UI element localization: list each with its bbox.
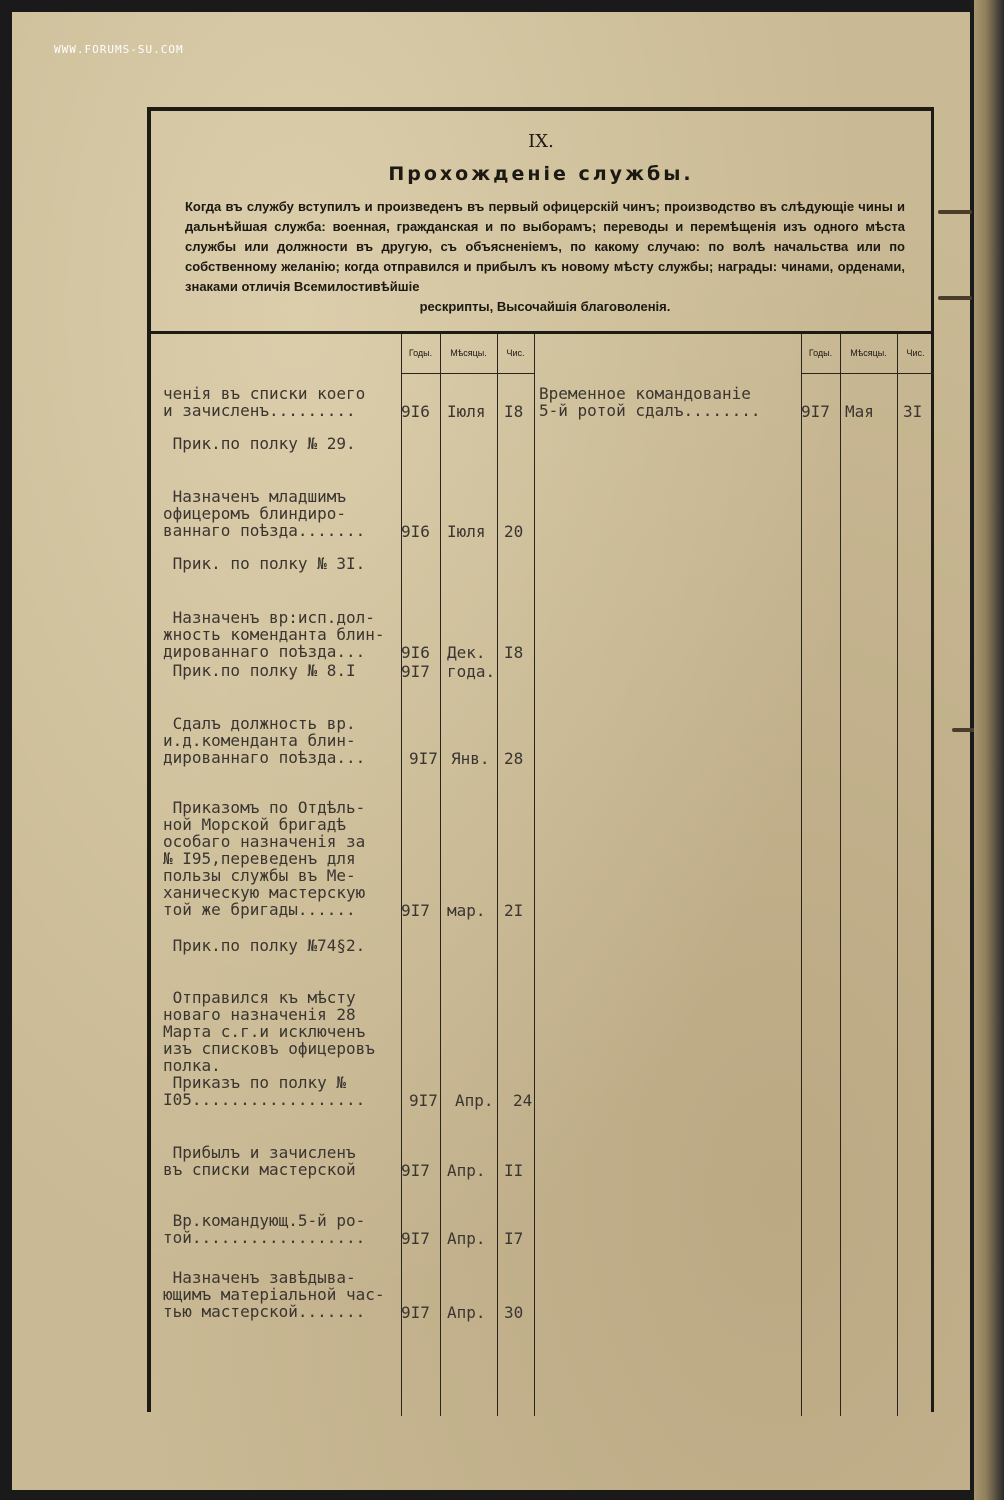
entry-month: года. — [447, 662, 496, 681]
entry-text: Прик. по полку № 3I. — [163, 554, 366, 573]
header-underline — [801, 373, 934, 374]
entry-text: Прибылъ и зачисленъ въ списки мастерской — [163, 1143, 356, 1179]
entry-text: Прик.по полку №74§2. — [163, 936, 366, 955]
entry-year: 9I7 — [401, 901, 430, 920]
entry-year: 9I7 — [401, 1303, 430, 1322]
entry-text: Приказомъ по Отдѣль- ной Морской бригадѣ особаго назначенія за № I95,переведенъ для пользы службы въ Ме- ханическую мастерскую той же бригады...... — [163, 798, 366, 919]
col-head-day: Чис. — [506, 348, 525, 358]
entry-day: I8 — [504, 643, 524, 662]
col-head-months: Мѣсяцы. — [850, 348, 887, 358]
entry-text: Назначенъ завѣдыва- ющимъ матеріальной час- тью мастерской....... — [163, 1268, 385, 1321]
binding-thread — [938, 210, 972, 214]
entry-text: Назначенъ младшимъ офицеромъ блиндиро- ваннаго поѣзда....... — [163, 487, 366, 540]
col-divider — [401, 334, 402, 1416]
col-divider — [897, 334, 898, 1416]
entry-year: 9I6 — [401, 522, 430, 541]
entry-month: Апр. — [447, 1161, 486, 1180]
entry-text: Временное командованіе 5-й ротой сдалъ........ — [539, 384, 761, 420]
entry-text: Вр.командующ.5-й ро- той.................. — [163, 1211, 366, 1247]
entry-month: Янв. — [451, 749, 490, 768]
entry-text: ченія въ списки коего и зачисленъ......... — [163, 384, 366, 420]
section-title: Прохожденіе службы. — [388, 163, 694, 185]
col-divider — [440, 334, 441, 1416]
service-record-table — [147, 107, 934, 1412]
entry-month: Іюля — [447, 402, 486, 421]
entry-text: Назначенъ вр:исп.дол- жность коменданта блин- дированнаго поѣзда... — [163, 608, 385, 661]
entry-day: 30 — [504, 1303, 524, 1322]
entry-day: 28 — [504, 749, 524, 768]
col-head-day: Чис. — [906, 348, 925, 358]
entry-year: 9I7 — [409, 749, 438, 768]
entry-day: I8 — [504, 402, 524, 421]
entry-year: 9I6 — [401, 643, 430, 662]
entry-year: 9I7 — [409, 1091, 438, 1110]
entry-text: Отправился къ мѣсту новаго назначенія 28 Марта с.г.и исключенъ изъ списковъ офицеровъ полка. Приказъ по полку № I05.................. — [163, 988, 375, 1109]
entry-year: 9I7 — [401, 1229, 430, 1248]
entry-text: Прик.по полку № 29. — [163, 434, 356, 453]
entry-year: 9I7 — [801, 402, 830, 421]
page-edge — [974, 0, 1004, 1500]
watermark: WWW.FORUMS-SU.COM — [54, 43, 184, 56]
entry-text: Сдалъ должность вр. и.д.коменданта блин- дированнаго поѣзда... — [163, 714, 366, 767]
entry-month: Мая — [845, 402, 874, 421]
entry-day: 20 — [504, 522, 524, 541]
entry-month: Апр. — [455, 1091, 494, 1110]
entry-year: 9I7 — [401, 1161, 430, 1180]
entry-day: II — [504, 1161, 524, 1180]
section-description — [185, 197, 905, 317]
entry-day: 24 — [513, 1091, 533, 1110]
section-number: IX. — [528, 131, 554, 152]
entry-day: 2I — [504, 901, 524, 920]
entry-day: 3I — [903, 402, 923, 421]
description-body: Когда въ службу вступилъ и произведенъ въ первый офицерскій чинъ; производство въ слѣдующіе чины и дальнѣйшая служба: военная, гражданская и по выборамъ; переводы и перемѣщенія изъ одного мѣста службы или должности въ другую, съ объясненіемъ, по какому случаю: по волѣ начальства или по собственному желанію; когда отправился и прибылъ къ новому мѣсту службы; награды: чинами, орденами, знаками отличія Всемилостивѣйшіе — [185, 199, 905, 294]
document-page — [12, 12, 970, 1490]
col-head-years: Годы. — [808, 348, 833, 358]
col-divider — [801, 334, 802, 1416]
section-header — [151, 111, 931, 334]
entry-year: 9I6 — [401, 402, 430, 421]
entry-year: 9I7 — [401, 662, 430, 681]
col-divider — [534, 334, 535, 1416]
entry-month: мар. — [447, 901, 486, 920]
col-head-months: Мѣсяцы. — [450, 348, 487, 358]
entry-month: Апр. — [447, 1229, 486, 1248]
entry-month: Іюля — [447, 522, 486, 541]
binding-thread — [938, 296, 972, 300]
entry-month: Апр. — [447, 1303, 486, 1322]
col-head-years: Годы. — [408, 348, 433, 358]
entry-month: Дек. — [447, 643, 486, 662]
header-underline — [401, 373, 534, 374]
entry-text: Прик.по полку № 8.I — [163, 661, 356, 680]
entry-day: I7 — [504, 1229, 524, 1248]
col-divider — [497, 334, 498, 1416]
description-last-line: рескрипты, Высочайшія благоволенія. — [419, 299, 671, 314]
col-divider — [840, 334, 841, 1416]
